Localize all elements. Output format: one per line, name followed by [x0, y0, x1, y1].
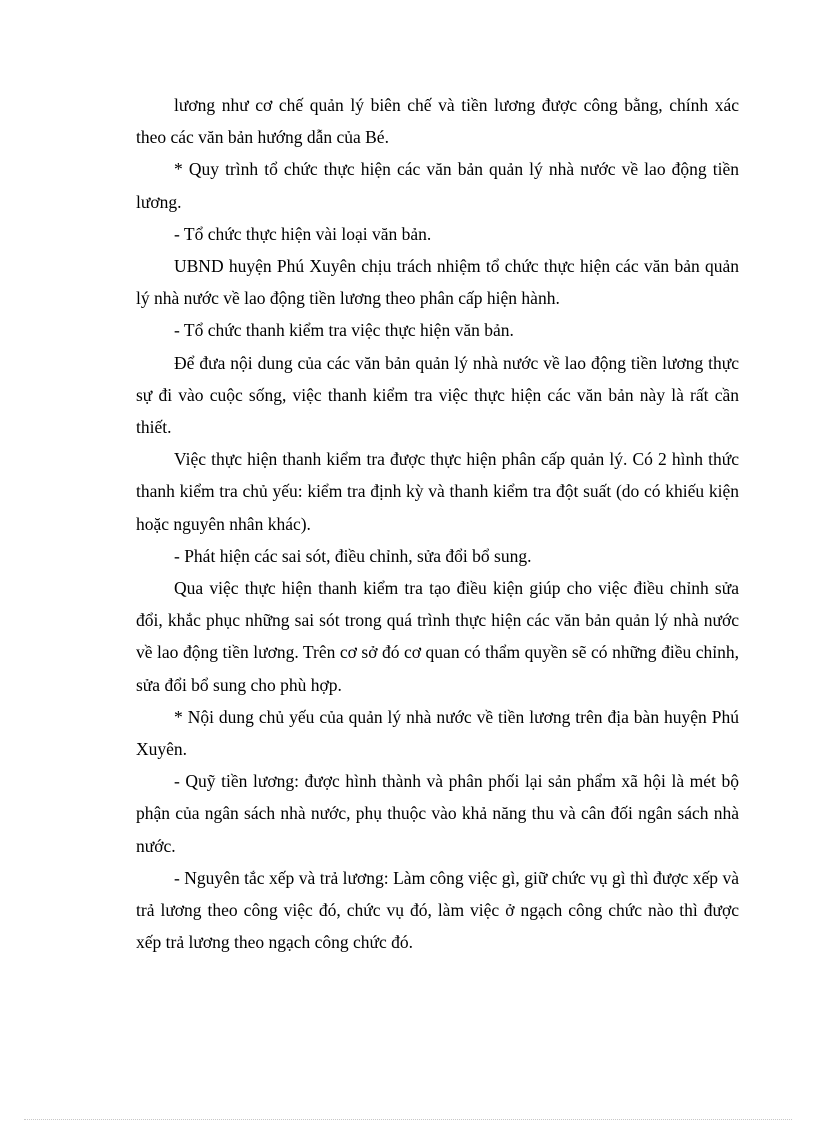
paragraph-2: * Quy trình tổ chức thực hiện các văn bản quản lý nhà nước về lao động tiền lương.: [136, 159, 739, 212]
paragraph-4: UBND huyện Phú Xuyên chịu trách nhiệm tổ chức thực hiện các văn bản quản lý nhà nước về lao động tiền lương theo phân cấp hiện hành.: [136, 256, 739, 309]
page-bottom-divider: [24, 1119, 792, 1120]
paragraph-8: - Phát hiện các sai sót, điều chỉnh, sửa đổi bổ sung.: [174, 545, 532, 566]
paragraph-7: Việc thực hiện thanh kiểm tra được thực hiện phân cấp quản lý. Có 2 hình thức thanh kiểm tra chủ yếu: kiểm tra định kỳ và thanh kiểm tra đột suất (do có khiếu kiện hoặc nguyên nhân khác).: [136, 449, 739, 534]
paragraph-10: * Nội dung chủ yếu của quản lý nhà nước về tiền lương trên địa bàn huyện Phú Xuyên.: [136, 706, 739, 760]
document-page: [136, 89, 739, 958]
paragraph-11: - Quỹ tiền lương: được hình thành và phân phối lại sản phẩm xã hội là mét bộ phận của ngân sách nhà nước, phụ thuộc vào khả năng thu và cân đối ngân sách nhà nước.: [136, 771, 739, 856]
paragraph-6: Để đưa nội dung của các văn bản quản lý nhà nước về lao động tiền lương thực sự đi vào cuộc sống, việc thanh kiểm tra việc thực hiện các văn bản này là rất cần thiết.: [136, 352, 739, 438]
paragraph-3: - Tổ chức thực hiện vài loại văn bản.: [174, 223, 432, 244]
paragraph-12: - Nguyên tắc xếp và trả lương: Làm công việc gì, giữ chức vụ gì thì được xếp và trả lương theo công việc đó, chức vụ đó, làm việc ở ngạch công chức nào thì được xếp trả lương theo ngạch công chức đó.: [136, 867, 739, 953]
paragraph-5: - Tổ chức thanh kiểm tra việc thực hiện văn bản.: [174, 320, 514, 341]
paragraph-1: lương như cơ chế quản lý biên chế và tiền lương được công bằng, chính xác theo các văn bản hướng dẫn của Bé.: [136, 95, 739, 148]
paragraph-9: Qua việc thực hiện thanh kiểm tra tạo điều kiện giúp cho việc điều chỉnh sửa đổi, khắc phục những sai sót trong quá trình thực hiện các văn bản quản lý nhà nước về lao động tiền lương. Trên cơ sở đó cơ quan có thẩm quyền sẽ có những điều chỉnh, sửa đổi bổ sung cho phù hợp.: [136, 578, 739, 695]
